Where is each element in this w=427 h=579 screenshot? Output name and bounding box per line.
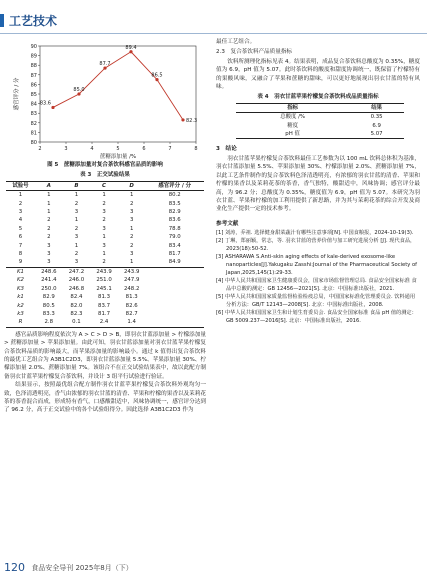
table-cell: k2	[17, 302, 24, 309]
table-cell: 2.4	[99, 319, 109, 326]
table-row	[6, 276, 204, 284]
reference-item: [5] 中华人民共和国国家质量监督检验检疫总局，中国国家标准化管理委员会. 饮料通用分析方法：GB/T 12143—2008[S]. 北京：中国标准出版社，2008.	[216, 294, 416, 309]
table-cell: 247.2	[63, 267, 91, 276]
figure-caption: 图 5 蔗糖添加量对复合茶饮料感官品质的影响	[47, 162, 163, 168]
x-tick-label: 7	[168, 146, 172, 152]
table-cell: 243.9	[90, 267, 118, 276]
table-cell: 246.8	[68, 285, 85, 292]
table-cell: 1	[129, 225, 134, 232]
journal-name: 食品安全导刊	[31, 564, 74, 572]
table-cell: 2	[129, 242, 134, 249]
table-row	[6, 208, 204, 216]
y-axis-label: 感官评分 / 分	[14, 77, 20, 111]
y-tick-label: 85	[30, 92, 37, 98]
data-label: 89.4	[125, 44, 137, 51]
table-cell: R	[18, 319, 23, 326]
section-2-3-heading: 2.3 复合茶饮料产品质量指标	[216, 49, 293, 56]
table-cell: 1	[74, 192, 79, 199]
table-cell: 6	[18, 234, 23, 241]
table-cell	[145, 310, 204, 318]
table-cell: 81.7	[98, 310, 111, 317]
data-label: 83.6	[39, 100, 51, 107]
table-cell: 1	[74, 217, 79, 224]
table-cell: 2	[47, 217, 51, 224]
table-cell: 1	[102, 192, 106, 199]
table-cell: 糖度	[287, 122, 298, 129]
line-chart-svg	[4, 38, 206, 160]
table-cell: 1	[47, 209, 51, 216]
table-cell: 1.4	[127, 319, 136, 326]
table-cell: 0.1	[72, 319, 81, 326]
table-cell: 82.7	[125, 310, 138, 317]
table-cell: 2	[74, 200, 79, 207]
table-cell: 2	[74, 225, 79, 232]
table-cell: 82.9	[42, 294, 55, 301]
table-header-cell: 感官评分 / 分	[158, 182, 192, 189]
table-cell: 79.0	[168, 234, 181, 241]
references-list	[216, 229, 420, 325]
table-cell: 3	[47, 242, 51, 249]
data-point	[181, 118, 184, 121]
table-cell: 1	[18, 192, 23, 199]
table-cell	[145, 293, 204, 301]
table-cell	[145, 285, 204, 293]
y-tick-label: 84	[30, 101, 37, 108]
table-cell: 3	[102, 209, 106, 216]
table-cell: 245.1	[96, 285, 112, 292]
section-3-heading: 3 结论	[216, 146, 237, 153]
table-row	[6, 285, 204, 293]
section-header-title: 工艺技术	[9, 14, 58, 28]
table-cell: 3	[129, 217, 134, 224]
paragraph: 结果显示，按照最优组合配方制作羽衣甘蓝苹果柠檬复合茶饮料外观均匀一致，色泽清透明亮，香气由浓郁的羽衣甘蓝的清香、苹果和柠檬的果香以及茉莉花茶的茶香混合而成，形成特有香气，口感酸甜适中，风味协调统一，感官评分达到了 96.2 分，高于正交试验中的各个试验组得分。因此选择 A3B1C2D3 作为	[4, 382, 206, 414]
table-cell: 2	[129, 200, 134, 207]
y-tick-label: 80	[30, 140, 37, 146]
table-header-cell: 试验号	[12, 182, 29, 189]
table-cell: pH 值	[285, 131, 300, 138]
x-tick-label: 3	[64, 146, 68, 152]
table-cell: 1	[129, 192, 134, 199]
table-cell	[145, 276, 204, 284]
table-row	[6, 216, 204, 224]
y-tick-label: 88	[30, 63, 37, 70]
table-cell: 3	[47, 251, 51, 258]
figure-5-chart	[4, 38, 206, 160]
table-header-cell: D	[129, 182, 134, 189]
y-tick-label: 87	[30, 72, 37, 79]
y-tick-label: 81	[30, 130, 37, 137]
data-point	[51, 106, 54, 109]
paragraph: 感官品质影响程度依次为 A > C > D > B，即羽衣甘蓝添加量 > 柠檬添加量 > 蔗糖添加量 > 苹果添加量。由此可知，羽衣甘蓝添加量对羽衣甘蓝苹果柠檬复合茶饮料品质的影响最大，而苹果添加量的影响最小。通过 k 值得出复合茶饮料的最优工艺组合为 A3B1C2D3，即羽衣甘蓝添加量 5.5%、苹果添加量 30%、柠檬添加量 2.0%、蔗糖添加量 7%。该组合不在正交试验结果表中，故以此配方制备羽衣甘蓝苹果柠檬复合茶饮料，并设计 3 组平行试验进行验证。	[4, 331, 206, 380]
table-cell: 248.6	[35, 267, 63, 276]
table-cell: 82.4	[70, 294, 83, 301]
references-heading: 参考文献	[216, 220, 239, 227]
reference-item: [4] 中华人民共和国国家卫生健康委员会，国家市场监督管理总局. 食品安全国家标准 食品中总酸的测定：GB 12456—2021[S]. 北京：中国标准出版社，2021.	[216, 278, 417, 293]
table-3-caption: 表 3 正交试验结果	[80, 172, 130, 179]
table-cell: 81.3	[98, 294, 111, 301]
table-cell	[145, 302, 204, 310]
data-label: 86.5	[151, 72, 163, 79]
table-cell: 3	[74, 259, 79, 266]
table-cell: 2	[18, 200, 23, 207]
paragraph: 羽衣甘蓝苹果柠檬复合茶饮料最佳工艺参数为以 100 mL 饮料总体积为基准，羽衣甘蓝添加量 5.5%、苹果添加量 30%、柠檬添加量 2.0%、蔗糖添加量 7%，以此工艺条件制作的复合茶饮料色泽清透明亮，有浓郁的羽衣甘蓝的清香、苹果和柠檬的果香以及茉莉花茶的茶香，香气独特，酸甜适中，风味协调；感官评分最高，为 96.2 分；总酸度为 0.35%，糖度值为 6.9，pH 值为 5.07。本研究为羽衣甘蓝、苹果和柠檬的加工利用提供了新思路，并为其与茉莉花茶的综合开发及商业化生产提供一定的技术参考。	[216, 155, 420, 213]
table-cell: 1	[47, 192, 51, 199]
table-cell: k1	[17, 294, 24, 301]
table-cell: 6.9	[372, 122, 381, 129]
data-label: 85.0	[73, 87, 85, 93]
x-tick-label: 8	[194, 146, 198, 152]
table-cell: K2	[17, 277, 24, 284]
table-cell: 78.8	[168, 225, 181, 232]
table-3	[6, 181, 204, 328]
table-row	[236, 130, 404, 139]
table-row	[6, 302, 204, 310]
page-footer	[4, 561, 133, 574]
table-cell: 247.9	[123, 277, 140, 284]
data-label: 87.7	[99, 61, 111, 68]
y-tick-label: 89	[30, 53, 37, 60]
table-4	[236, 103, 404, 140]
header-accent-bar	[0, 14, 4, 27]
left-column	[4, 38, 206, 415]
table-cell: 2	[102, 200, 106, 207]
reference-item: [6] 中华人民共和国国家卫生和计划生育委员会. 食品安全国家标准 食品 pH 值的测定：GB 5009.237—2016[S]. 北京：中国标准出版社，2016.	[216, 310, 417, 325]
y-tick-label: 82	[30, 120, 37, 127]
y-tick-label: 86	[30, 82, 37, 89]
table-cell: 83.6	[168, 217, 181, 224]
table-header-cell: A	[46, 182, 51, 189]
table-cell: 243.9	[118, 267, 146, 276]
table-cell: 5	[18, 225, 23, 232]
right-column	[216, 38, 420, 325]
series-line	[53, 52, 183, 120]
table-cell: 250.0	[41, 285, 57, 292]
table-cell: 82.9	[168, 209, 181, 216]
x-tick-label: 4	[90, 146, 94, 152]
table-cell: 83.5	[168, 200, 181, 207]
table-cell: 1	[129, 259, 134, 266]
table-cell: 82.3	[70, 310, 83, 317]
table-cell: 84.9	[168, 259, 181, 266]
table-cell	[145, 267, 204, 276]
paragraph-continuation: 最佳工艺组合。	[216, 39, 256, 45]
table-cell: 2	[47, 234, 51, 241]
table-cell: 1	[74, 242, 79, 249]
table-cell: 83.4	[168, 242, 181, 249]
table-cell: 3	[129, 209, 134, 216]
data-label: 82.3	[186, 117, 198, 124]
table-cell: 2	[102, 217, 106, 224]
x-tick-label: 6	[142, 146, 146, 152]
table-cell: 3	[18, 209, 23, 216]
table-row	[236, 122, 404, 130]
table-cell: 2	[47, 225, 51, 232]
table-cell: 9	[18, 259, 23, 266]
table-row	[6, 293, 204, 301]
table-row	[6, 233, 204, 241]
page-number: 120	[4, 561, 25, 574]
table-row	[6, 267, 204, 276]
table-cell: 7	[18, 242, 23, 249]
reference-item: [3] ASHARAWA S.Anti-skin aging effects of kale-derived exosome-like nanoparticles[J].Yakugaku Zasshi:Journal of the Pharmaceutical Society of Japan,2025,145(1):29-33.	[216, 254, 417, 277]
table-cell: 80.2	[168, 192, 181, 199]
table-cell: K3	[17, 285, 24, 292]
table-row	[6, 310, 204, 318]
table-cell: 3	[74, 234, 79, 241]
table-cell: 83.7	[98, 302, 111, 309]
table-cell: 4	[18, 217, 23, 224]
table-cell: 81.7	[168, 251, 181, 258]
table-cell	[145, 318, 204, 327]
table-cell: 3	[102, 242, 106, 249]
table-cell: K1	[6, 267, 35, 276]
table-header-cell: C	[102, 182, 107, 189]
table-header-cell: 结果	[371, 104, 382, 111]
table-cell: 2	[74, 251, 79, 258]
table-cell: 5.07	[370, 131, 383, 138]
table-cell: 1	[47, 200, 51, 207]
table-cell: 251.0	[96, 277, 112, 284]
table-row	[6, 225, 204, 233]
table-cell: 80.5	[42, 302, 55, 309]
table-cell: 3	[74, 209, 79, 216]
table-cell: 248.2	[123, 285, 140, 292]
table-row	[6, 318, 204, 327]
x-tick-label: 5	[116, 146, 120, 152]
reference-item: [1] 刘涛，乔祖. 选择健身甜菜蔬汁有哪些注意事项[N]. 中国食粮报，2024-10-19(3).	[216, 230, 414, 237]
table-cell: 2	[129, 234, 134, 241]
table-cell: 82.0	[70, 302, 83, 309]
y-tick-label: 83	[30, 111, 37, 118]
header-divider	[0, 33, 427, 34]
table-cell: 81.3	[125, 294, 138, 301]
left-body-text	[4, 331, 206, 415]
table-cell: 0.35	[370, 114, 383, 121]
paragraph: 饮料所测理化指标见表 4。结果表明，成品复合茶饮料总酸度为 0.35%，糖度值为 6.9，pH 值为 5.07。此时茶饮料的酸度和甜度协调统一，既保留了柠檬特有的果酸风味，又融合了苹果和蔗糖的甜味，可以更好地展现出羽衣甘蓝的特有风味。	[216, 58, 420, 91]
table-cell: 83.3	[42, 310, 55, 317]
table-4-caption: 表 4 羽衣甘蓝苹果柠檬复合茶饮料成品质量指标	[257, 94, 379, 101]
table-header-cell: 指标	[287, 104, 298, 111]
table-cell: 3	[129, 251, 134, 258]
table-cell: k3	[17, 310, 24, 317]
table-row	[236, 113, 404, 122]
table-cell: 82.6	[125, 302, 138, 309]
table-cell: 246.0	[68, 277, 85, 284]
table-cell: 8	[18, 251, 23, 258]
x-tick-label: 2	[38, 146, 42, 152]
table-row	[6, 258, 204, 267]
x-axis-label: 蔗糖添加量 /%	[99, 154, 137, 160]
table-row	[6, 200, 204, 208]
table-cell: 3	[102, 225, 106, 232]
table-cell: 3	[47, 259, 51, 266]
table-header-cell: B	[74, 182, 79, 189]
table-cell: 241.4	[41, 277, 57, 284]
issue-date: 2025年8月（下）	[75, 564, 133, 572]
table-row	[6, 250, 204, 258]
y-tick-label: 90	[30, 44, 37, 50]
table-cell: 2	[102, 259, 106, 266]
table-cell: 1	[102, 234, 106, 241]
table-row	[6, 242, 204, 250]
table-cell: 2.8	[44, 319, 54, 326]
table-cell: 总酸度 /%	[280, 114, 306, 121]
table-row	[6, 191, 204, 200]
reference-item: [2] 丁琳，郑丽颖，常志，等. 羽衣甘蓝的营养价值与加工研究进展分析 [J]. 现代食品，2023(18):50-52.	[216, 238, 416, 253]
table-cell: 1	[102, 251, 106, 258]
